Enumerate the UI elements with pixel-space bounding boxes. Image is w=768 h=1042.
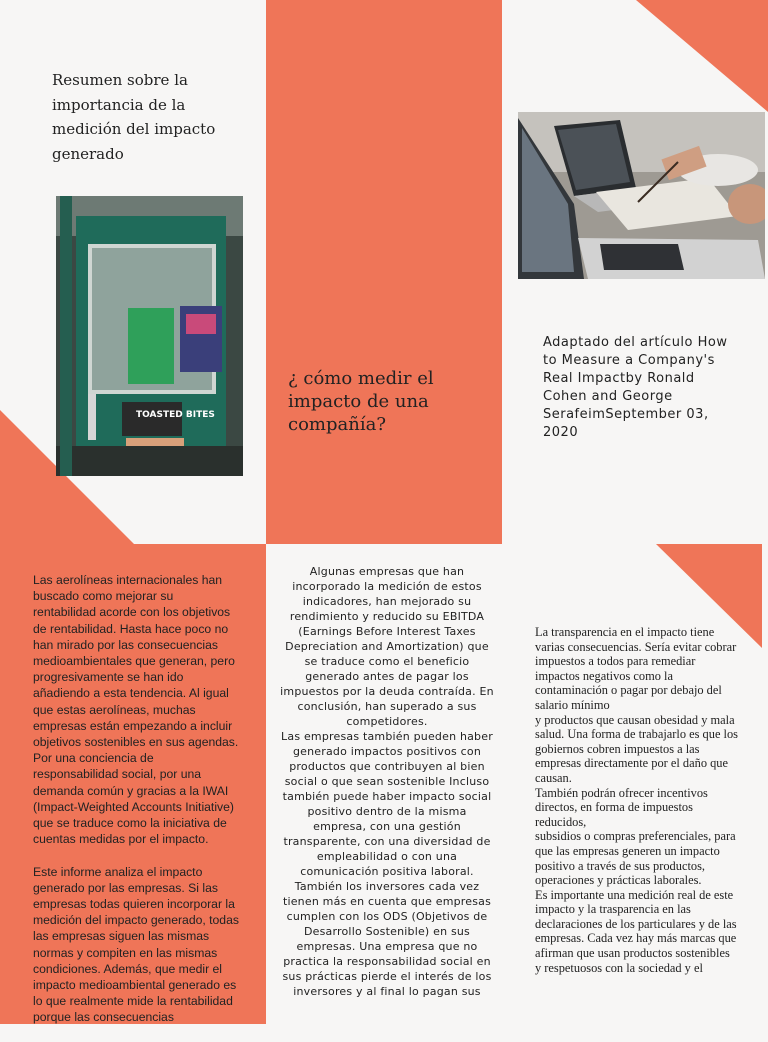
left-paragraph-2: Este informe analiza el impacto generado por las empresas. Si las empresas todas quieren incorporar la medición del impacto generado, todas las empresas siguen las mismas normas y compiten en las mismas condiciones. Además, que medir el impacto medioambiental generado es lo que realmente mide la rentabilidad porque las consecuencias [33,864,239,1025]
laptop-meeting-photo [518,112,765,279]
right-line-3: y productos que causan obesidad y mala salud. Una forma de trabajarlo es que los [535,712,738,742]
door-sign-text: TOASTED BITES [136,410,215,420]
top-right-triangle [636,0,768,112]
right-line-2: impactos negativos como la contaminación o pagar por debajo del salario mínimo [535,668,722,712]
left-paragraph-1: Las aerolíneas internacionales han buscado como mejorar su rentabilidad acorde con los objetivos de rentabilidad. Hasta hace poco no han mirado por las consecuencias medioambientales que generan, pero progresivamente se han ido añadiendo a esta tendencia. Al igual que estas aerolíneas, muchas empresas están empezando a incluir objetivos sostenibles en sus agendas. Por una conciencia de responsabilidad social, por una demanda común y gracias a la IWAI (Impact-Weighted Accounts Initiative) que se traduce como la iniciativa de cuentas medidas por el impacto. [33,573,239,847]
right-line-7: positivo a través de sus productos, operaciones y prácticas laborales. [535,858,706,888]
right-column-text [535,625,745,975]
right-line-1: La transparencia en el impacto tiene varias consecuencias. Sería evitar cobrar impuestos a todos para remediar [535,625,737,669]
right-line-4: gobiernos cobren impuestos a las empresas directamente por el daño que causan. [535,741,729,785]
right-line-6: subsidios o compras preferenciales, para que las empresas generen un impacto [535,829,736,858]
right-line-9: y respetuosos con la sociedad y el [535,960,703,975]
middle-column-text [280,564,494,999]
right-line-8: Es importante una medición real de este impacto y la trasparencia en las declaraciones de los particulares y de las empresas. Cada vez hay más marcas que afirman que usan productos sostenibles [535,887,737,961]
right-line-5: También podrán ofrecer incentivos directos, en forma de impuestos reducidos, [535,785,708,829]
left-column-text [33,572,239,1042]
page-title: Resumen sobre la importancia de la medición del impacto generado [52,71,216,163]
article-credit: Adaptado del artículo How to Measure a Company's Real Impactby Ronald Cohen and George SerafeimSeptember 03, 2020 [543,335,728,440]
middle-paragraph-1: Algunas empresas que han incorporado la medición de estos indicadores, han mejorado su rendimiento y reducido su EBITDA (Earnings Before Interest Taxes Depreciation and Amortization) que se traduce como el beneficio generado antes de pagar los impuestos por la deuda contraída. En conclusión, han superado a sus competidores. [280,565,494,728]
middle-paragraph-2: Las empresas también pueden haber generado impactos positivos con productos que contribuyen al bien social o que sean sostenible Incluso también puede haber impacto social positivo dentro de la misma empresa, con una gestión transparente, con una diversidad de empleabilidad o con una comunicación positiva laboral. También los inversores cada vez tienen más en cuenta que empresas cumplen con los ODS (Objetivos de Desarrollo Sostenible) en sus empresas. Una empresa que no practica la responsabilidad social en sus prácticas pierde el interés de los inversores y al final lo pagan sus [281,730,493,998]
section-heading: ¿ cómo medir el impacto de una compañía? [288,368,434,435]
storefront-photo [56,196,243,476]
